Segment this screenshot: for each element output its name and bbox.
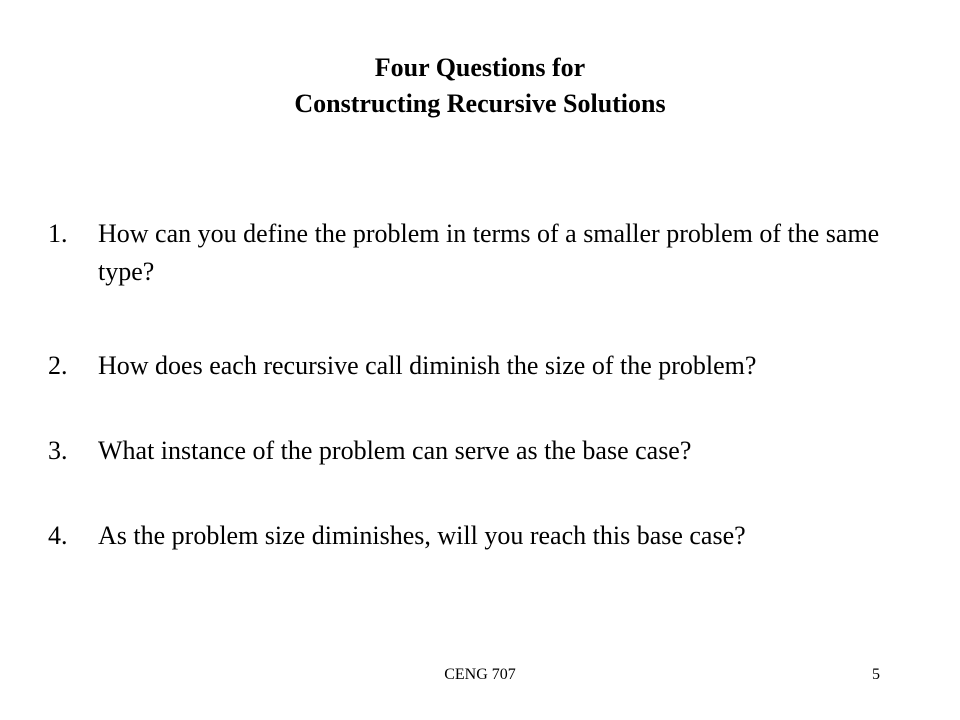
question-text: As the problem size diminishes, will you reach this base case? [98, 521, 746, 550]
question-number: 1. [48, 219, 68, 248]
question-item [48, 432, 928, 470]
question-number: 2. [48, 351, 68, 380]
question-text: How can you define the problem in terms of a smaller problem of the same type? [98, 219, 880, 286]
question-number: 3. [48, 436, 68, 465]
question-item [48, 215, 928, 291]
question-item [48, 517, 928, 555]
slide-title [0, 50, 960, 122]
question-text: What instance of the problem can serve as the base case? [98, 436, 692, 465]
footer-course: CENG 707 [444, 666, 516, 683]
footer-page-number: 5 [872, 666, 880, 683]
question-item [48, 347, 928, 385]
question-text: How does each recursive call diminish the size of the problem? [98, 351, 757, 380]
slide-title-line-1: Four Questions for [374, 53, 586, 82]
question-number: 4. [48, 521, 68, 550]
slide-title-line-2: Constructing Recursive Solutions [294, 89, 666, 118]
